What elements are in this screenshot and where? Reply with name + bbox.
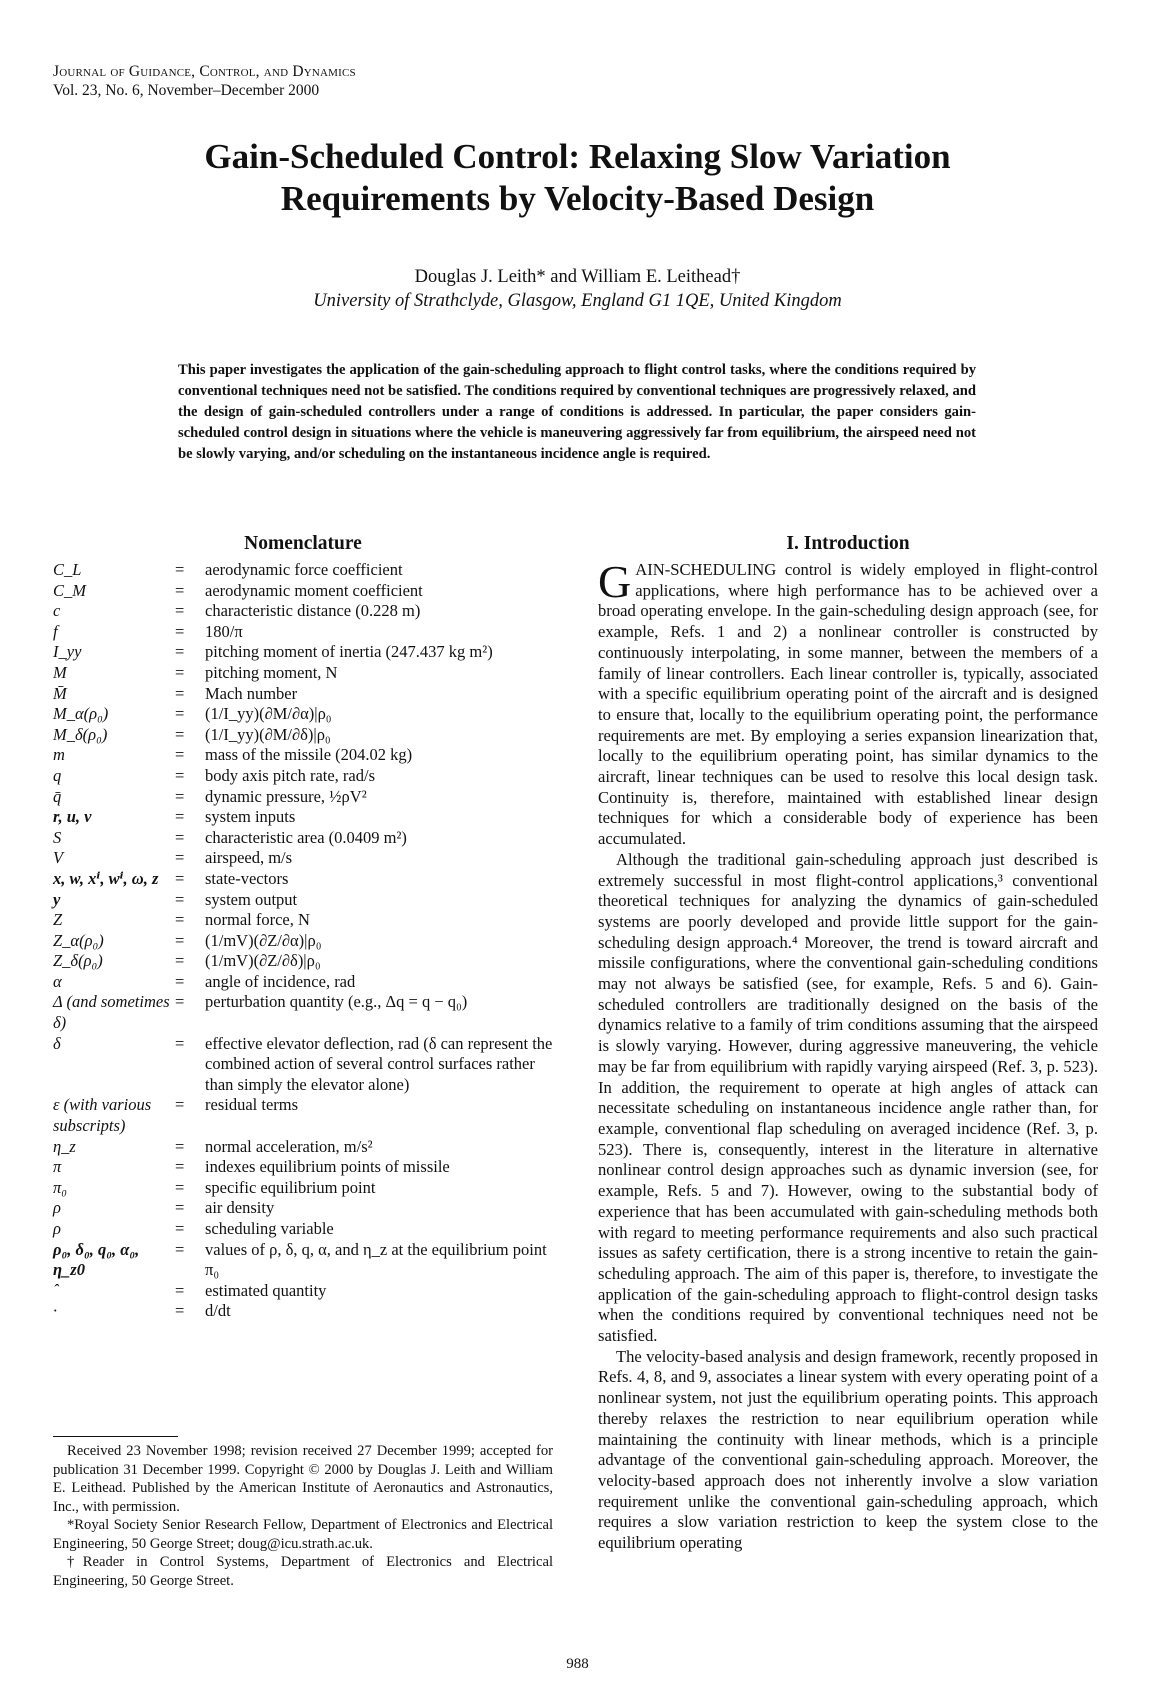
nomenclature-definition: mass of the missile (204.02 kg): [205, 745, 413, 765]
nomenclature-row: [53, 1178, 553, 1199]
nomenclature-row: [53, 992, 553, 1033]
footnote-author-2: †Reader in Control Systems, Department of Electronics and Electrical Engineering, 50 George Street.: [53, 1554, 553, 1589]
nomenclature-symbol: Z_α(ρ₀): [53, 930, 104, 950]
journal-header: [53, 62, 356, 100]
nomenclature-row: [53, 828, 553, 849]
author-block: [0, 265, 1155, 313]
nomenclature-equals: =: [175, 601, 185, 621]
nomenclature-row: [53, 869, 553, 890]
nomenclature-definition: (1/mV)(∂Z/∂δ)|ρ₀: [205, 951, 321, 971]
author-affiliation: University of Strathclyde, Glasgow, England G1 1QE, United Kingdom: [313, 291, 842, 311]
nomenclature-definition: normal acceleration, m/s²: [205, 1136, 373, 1156]
nomenclature-equals: =: [175, 704, 185, 724]
nomenclature-row: [53, 581, 553, 602]
nomenclature-definition: (1/mV)(∂Z/∂α)|ρ₀: [205, 930, 322, 950]
nomenclature-symbol: M_α(ρ₀): [53, 704, 109, 724]
nomenclature-row: [53, 766, 553, 787]
nomenclature-equals: =: [175, 1219, 185, 1238]
nomenclature-row: [53, 1034, 553, 1096]
nomenclature-symbol: ρ: [53, 1219, 61, 1238]
nomenclature-row: [53, 910, 553, 931]
nomenclature-row: [53, 807, 553, 828]
nomenclature-definition: estimated quantity: [205, 1280, 327, 1300]
intro-paragraph-2: Although the traditional gain-scheduling approach just described is extremely successful in most flight-control applications,³ conventional theoretical techniques for analyzing the dynamics of gain-scheduled systems are poorly developed and provide little support for the gain-scheduling design approach.⁴ Moreover, the trend is toward aircraft and missile configurations, where the conventional gain-scheduling conditions may not always be satisfied (see, for example, Refs. 5 and 6). Gain-scheduled controllers are traditionally designed on the basis of the dynamics relative to a family of trim conditions assuming that the airspeed is slowly varying. However, during aggressive maneuvering, the vehicle may be far from equilibrium with rapidly varying airspeed (Ref. 3, p. 523). In addition, the requirement to operate at high angles of attack can necessitate scheduling on instantaneous incidence angle rather than, for example, conventional flap scheduling on averaged incidence (Ref. 3, p. 523). There is, consequently, interest in the literature in alternative nonlinear control design approaches such as dynamic inversion (see, for example, Refs. 5 and 7). However, owing to the substantial body of experience that has been accumulated with gain-scheduling methods both with regard to meeting performance requirements and also such practical issues as safety certification, there is a strong incentive to retain the gain-scheduling approach. The aim of this paper is, therefore, to investigate the application of the gain-scheduling approach to flight-control design tasks when the conditions required by conventional techniques need not be satisfied.: [598, 849, 1098, 1346]
nomenclature-symbol: r, u, v: [53, 807, 92, 827]
nomenclature-symbol: q: [53, 765, 62, 785]
nomenclature-row: [53, 663, 553, 684]
nomenclature-equals: =: [175, 1280, 185, 1300]
nomenclature-definition: (1/I_yy)(∂M/∂α)|ρ₀: [205, 704, 332, 724]
nomenclature-row: [53, 560, 553, 581]
nomenclature-row: [53, 1198, 553, 1219]
nomenclature-row: [53, 848, 553, 869]
journal-name: Journal of Guidance, Control, and Dynamics: [53, 63, 356, 80]
nomenclature-row: [53, 1240, 553, 1281]
right-column: [598, 532, 1098, 1554]
nomenclature-equals: =: [175, 560, 185, 579]
nomenclature-symbol: V: [53, 848, 64, 868]
nomenclature-equals: =: [175, 786, 185, 806]
nomenclature-symbol: S: [53, 827, 62, 847]
nomenclature-definition: residual terms: [205, 1095, 299, 1115]
nomenclature-row: [53, 745, 553, 766]
nomenclature-equals: =: [175, 1033, 185, 1053]
nomenclature-definition: characteristic distance (0.228 m): [205, 601, 421, 621]
intro-paragraph-1-text: AIN-SCHEDULING control is widely employed in flight-control applications, where high performance has to be achieved over a broad operating envelope. In the gain-scheduling design approach (see, for example, Refs. 1 and 2) a nonlinear controller is constructed by continuously interpolating, in some manner, between the members of a family of linear controllers. Each linear controller is, typically, associated with a specific equilibrium operating point of the aircraft and is designed to ensure that, locally to the equilibrium operating point, the performance requirements are met. By employing a series expansion linearization that, locally to the equilibrium operating point, has similar dynamics to the aircraft, linear techniques can be used to resolve this local design task. Continuity is, therefore, maintained with established linear design techniques for which a considerable body of experience has been accumulated.: [598, 560, 1098, 849]
nomenclature-definition: airspeed, m/s: [205, 848, 293, 868]
nomenclature-row: [53, 1095, 553, 1136]
nomenclature-equals: =: [175, 621, 185, 641]
journal-volume: Vol. 23, No. 6, November–December 2000: [53, 82, 320, 99]
nomenclature-symbol: C_M: [53, 580, 86, 600]
nomenclature-equals: =: [175, 1136, 185, 1156]
nomenclature-row: [53, 684, 553, 705]
page-number: 988: [566, 1656, 589, 1672]
nomenclature-definition: scheduling variable: [205, 1219, 334, 1238]
nomenclature-row: [53, 972, 553, 993]
nomenclature-definition: pitching moment, N: [205, 662, 338, 682]
nomenclature-equals: =: [175, 827, 185, 847]
nomenclature-row: [53, 601, 553, 622]
title-line-2: Requirements by Velocity-Based Design: [280, 179, 875, 218]
nomenclature-row: [53, 951, 553, 972]
nomenclature-equals: =: [175, 1301, 185, 1321]
nomenclature-row: [53, 725, 553, 746]
nomenclature-equals: =: [175, 1095, 185, 1115]
footnote-author-1: *Royal Society Senior Research Fellow, Department of Electronics and Electrical Engineering, 50 George Street; doug@icu.strath.ac.uk.: [53, 1517, 553, 1552]
nomenclature-row: [53, 890, 553, 911]
nomenclature-definition: body axis pitch rate, rad/s: [205, 765, 375, 785]
nomenclature-definition: system inputs: [205, 807, 296, 827]
nomenclature-definition: Mach number: [205, 683, 298, 703]
nomenclature-symbol: α: [53, 971, 62, 991]
nomenclature-symbol: Z_δ(ρ₀): [53, 951, 103, 971]
nomenclature-symbol: Δ (and sometimes δ): [53, 992, 170, 1033]
nomenclature-definition: aerodynamic moment coefficient: [205, 580, 423, 600]
title-line-1: Gain-Scheduled Control: Relaxing Slow Variation: [204, 137, 951, 176]
nomenclature-definition: system output: [205, 889, 298, 909]
nomenclature-definition: effective elevator deflection, rad (δ can represent the combined action of several control surfaces rather than simply the elevator alone): [205, 1033, 553, 1094]
abstract: This paper investigates the application of the gain-scheduling approach to flight control tasks, where the conditions required by conventional techniques need not be satisfied. The conditions required by conventional techniques are progressively relaxed, and the design of gain-scheduled controllers under a range of conditions is addressed. In particular, the paper considers gain-scheduled control design in situations where the vehicle is maneuvering aggressively far from equilibrium, the airspeed need not be slowly varying, and/or scheduling on the instantaneous incidence angle is required.: [178, 362, 976, 462]
drop-cap: G: [598, 556, 632, 607]
nomenclature-symbol: q̄: [53, 786, 62, 806]
nomenclature-symbol: π₀: [53, 1177, 68, 1197]
nomenclature-row: [53, 1281, 553, 1302]
nomenclature-row: [53, 642, 553, 663]
nomenclature-equals: =: [175, 848, 185, 868]
nomenclature-symbol: π: [53, 1157, 62, 1177]
nomenclature-equals: =: [175, 889, 185, 909]
left-column: [53, 532, 553, 1322]
footnotes: [53, 1442, 553, 1590]
nomenclature-row: [53, 931, 553, 952]
nomenclature-equals: =: [175, 910, 185, 930]
author-names: Douglas J. Leith* and William E. Leithead†: [414, 267, 741, 287]
nomenclature-symbol: M: [53, 662, 67, 682]
nomenclature-symbol: x, w, xⁱ, wⁱ, ω, z: [53, 868, 159, 888]
nomenclature-equals: =: [175, 683, 185, 703]
nomenclature-heading: Nomenclature: [244, 533, 362, 554]
introduction-body: [598, 556, 1098, 1554]
nomenclature-equals: =: [175, 1157, 185, 1177]
nomenclature-equals: =: [175, 951, 185, 971]
nomenclature-symbol: y: [53, 889, 61, 909]
nomenclature-definition: pitching moment of inertia (247.437 kg m²): [205, 642, 493, 662]
intro-paragraph-3: The velocity-based analysis and design framework, recently proposed in Refs. 4, 8, and 9, associates a linear system with every operating point of a nonlinear system, not just the equilibrium operating points. This approach thereby relaxes the restriction to near equilibrium operation while maintaining the continuity with linear methods, which is a principle advantage of the conventional gain-scheduling approach. Moreover, the velocity-based approach does not inherently involve a slow variation requirement unlike the conventional gain-scheduling approach, which requires a slow variation restriction to keep the system close to the equilibrium operating: [598, 1346, 1098, 1553]
nomenclature-symbol: M_δ(ρ₀): [53, 724, 108, 744]
nomenclature-equals: =: [175, 662, 185, 682]
footnote-rule: [53, 1436, 178, 1437]
nomenclature-equals: =: [175, 868, 185, 888]
nomenclature-equals: =: [175, 1177, 185, 1197]
nomenclature-row: [53, 704, 553, 725]
nomenclature-definition: 180/π: [205, 621, 243, 641]
nomenclature-definition: indexes equilibrium points of missile: [205, 1157, 450, 1177]
nomenclature-equals: =: [175, 930, 185, 950]
nomenclature-equals: =: [175, 745, 185, 765]
nomenclature-row: [53, 1157, 553, 1178]
nomenclature-row: [53, 622, 553, 643]
nomenclature-definition: specific equilibrium point: [205, 1177, 376, 1197]
nomenclature-definition: aerodynamic force coefficient: [205, 560, 403, 579]
nomenclature-definition: d/dt: [205, 1301, 231, 1321]
nomenclature-symbol: ˆ: [53, 1280, 59, 1300]
nomenclature-row: [53, 1301, 553, 1322]
nomenclature-definition: values of ρ, δ, q, α, and η_z at the equilibrium point π₀: [205, 1239, 547, 1280]
nomenclature-equals: =: [175, 724, 185, 744]
nomenclature-symbol: I_yy: [53, 642, 82, 662]
nomenclature-symbol: m: [53, 745, 65, 765]
nomenclature-definition: angle of incidence, rad: [205, 971, 356, 991]
nomenclature-equals: =: [175, 971, 185, 991]
nomenclature-equals: =: [175, 1239, 185, 1259]
nomenclature-equals: =: [175, 642, 185, 662]
nomenclature-definition: perturbation quantity (e.g., Δq = q − q₀): [205, 992, 468, 1012]
nomenclature-symbol: M̄: [53, 683, 67, 703]
nomenclature-equals: =: [175, 580, 185, 600]
nomenclature-symbol: ·: [53, 1301, 58, 1321]
intro-paragraph-1: [598, 556, 1098, 850]
paper-title: [60, 136, 1095, 220]
footnote-received: Received 23 November 1998; revision received 27 December 1999; accepted for publication 31 December 1999. Copyright © 2000 by Douglas J. Leith and William E. Leithead. Published by the American Institute of Aeronautics and Astronautics, Inc., with permission.: [53, 1443, 553, 1515]
nomenclature-symbol: δ: [53, 1033, 61, 1053]
nomenclature-symbol: Z: [53, 910, 63, 930]
nomenclature-symbol: ε (with various subscripts): [53, 1095, 152, 1136]
nomenclature-symbol: C_L: [53, 560, 82, 579]
nomenclature-symbol: ρ: [53, 1198, 61, 1218]
nomenclature-list: [53, 560, 553, 1322]
nomenclature-equals: =: [175, 992, 185, 1012]
introduction-heading: I. Introduction: [786, 533, 910, 554]
nomenclature-definition: air density: [205, 1198, 275, 1218]
nomenclature-equals: =: [175, 1198, 185, 1218]
nomenclature-symbol: f: [53, 621, 58, 641]
nomenclature-symbol: ρ₀, δ₀, q₀, α₀, η_z0: [53, 1239, 140, 1280]
nomenclature-row: [53, 1219, 553, 1240]
nomenclature-equals: =: [175, 765, 185, 785]
nomenclature-symbol: c: [53, 601, 61, 621]
nomenclature-equals: =: [175, 807, 185, 827]
nomenclature-row: [53, 1137, 553, 1158]
nomenclature-definition: characteristic area (0.0409 m²): [205, 827, 407, 847]
nomenclature-definition: dynamic pressure, ½ρV²: [205, 786, 367, 806]
nomenclature-definition: normal force, N: [205, 910, 310, 930]
nomenclature-row: [53, 787, 553, 808]
nomenclature-definition: (1/I_yy)(∂M/∂δ)|ρ₀: [205, 724, 331, 744]
nomenclature-definition: state-vectors: [205, 868, 289, 888]
nomenclature-symbol: η_z: [53, 1136, 76, 1156]
